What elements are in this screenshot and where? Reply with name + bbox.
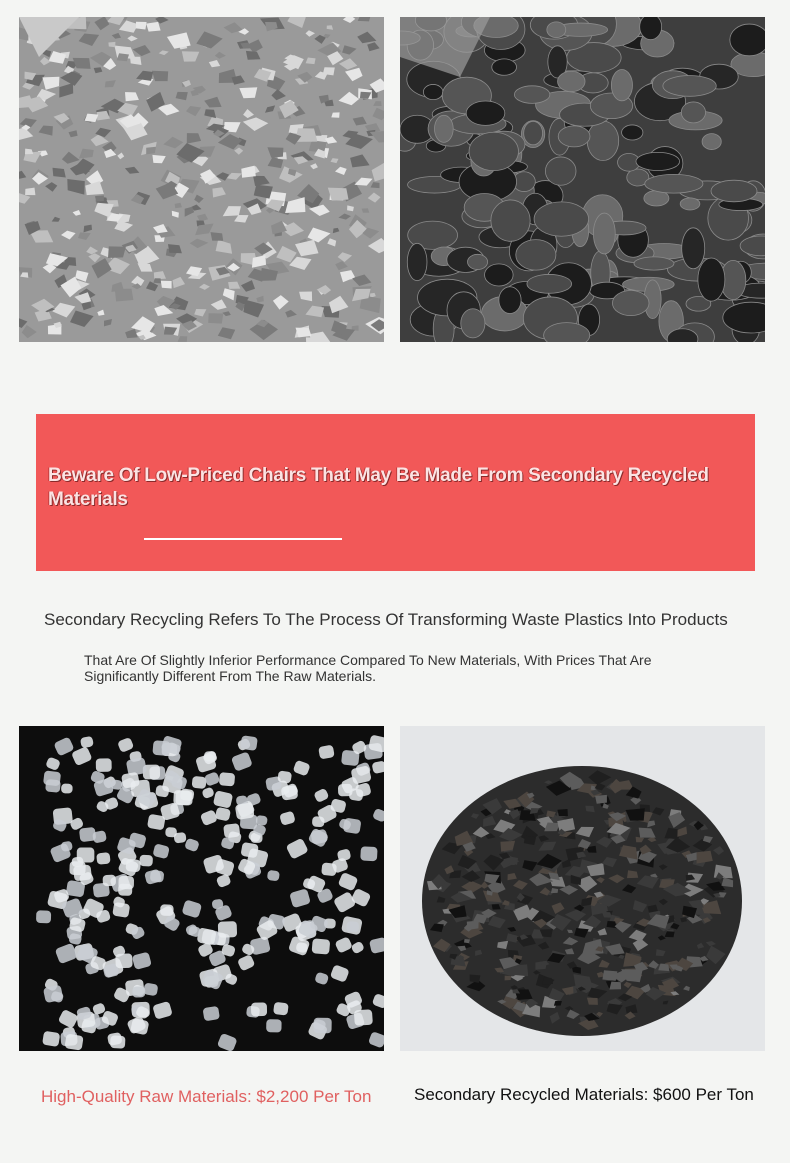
raw-pellets-photo — [19, 726, 384, 1051]
gray-plastic-flakes-photo — [19, 17, 384, 342]
intro-lead-text: Secondary Recycling Refers To The Process Of Transforming Waste Plastics Into Products — [44, 610, 728, 629]
intro-continuation-text: That Are Of Slightly Inferior Performance Compared To New Materials, With Prices That Are Significantly Different From The Raw Materials. — [84, 652, 652, 684]
raw-material-price-caption: High-Quality Raw Materials: $2,200 Per Ton — [41, 1087, 372, 1106]
banner-title: Beware Of Low-Priced Chairs That May Be Made From Secondary Recycled Materials — [48, 465, 709, 510]
banner-divider — [144, 538, 342, 540]
warning-banner — [36, 414, 755, 571]
recycled-regrind-photo — [400, 726, 765, 1051]
dark-plastic-scrap-photo — [400, 17, 765, 342]
recycled-material-price-caption: Secondary Recycled Materials: $600 Per Ton — [414, 1085, 754, 1104]
